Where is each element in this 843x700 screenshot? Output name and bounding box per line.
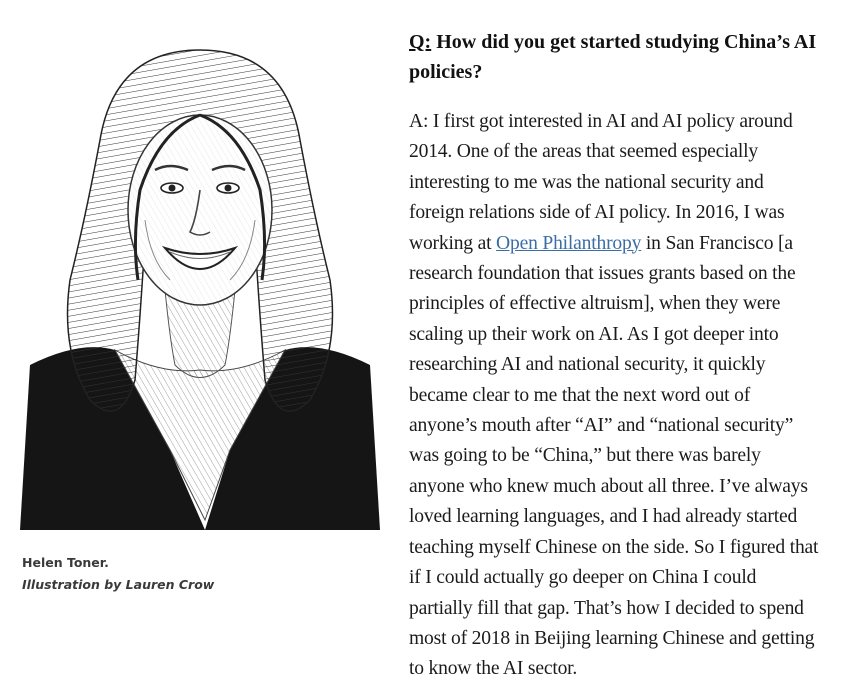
portrait-illustration	[20, 20, 380, 530]
portrait-caption	[22, 552, 214, 596]
question-heading	[409, 27, 819, 87]
open-philanthropy-link[interactable]: Open Philanthropy	[496, 232, 642, 254]
question-text: How did you get started studying China’s AI policies?	[409, 31, 817, 83]
caption-name: Helen Toner.	[22, 555, 109, 570]
answer-text-part1: A: I first got interested in AI and AI policy around 2014. One of the areas that seemed especially interesting to me was the national security and foreign relations side of AI policy. In 2016, I was working at	[409, 111, 793, 254]
caption-credit: Illustration by Lauren Crow	[22, 577, 215, 592]
question-prefix: Q:	[409, 31, 432, 53]
answer-text-part2: in San Francisco [a research foundation that issues grants based on the principles of effective altruism], when they were scaling up their work on AI. As I got deeper into researching AI and national security, it quickly became clear to me that the next word out of anyone’s mouth after “AI” and “national security” was going to be “China,” but there was barely anyone who knew much about all three. I’ve always loved learning languages, and I had already started teaching myself Chinese on the side. So I figured that if I could actually go deeper on China I could partially fill that gap. That’s how I decided to spend most of 2018 in Beijing learning Chinese and getting to know the AI sector.	[409, 232, 819, 680]
portrait-illustration-icon	[20, 20, 380, 530]
interview-article	[409, 27, 819, 685]
answer-paragraph	[409, 107, 819, 685]
